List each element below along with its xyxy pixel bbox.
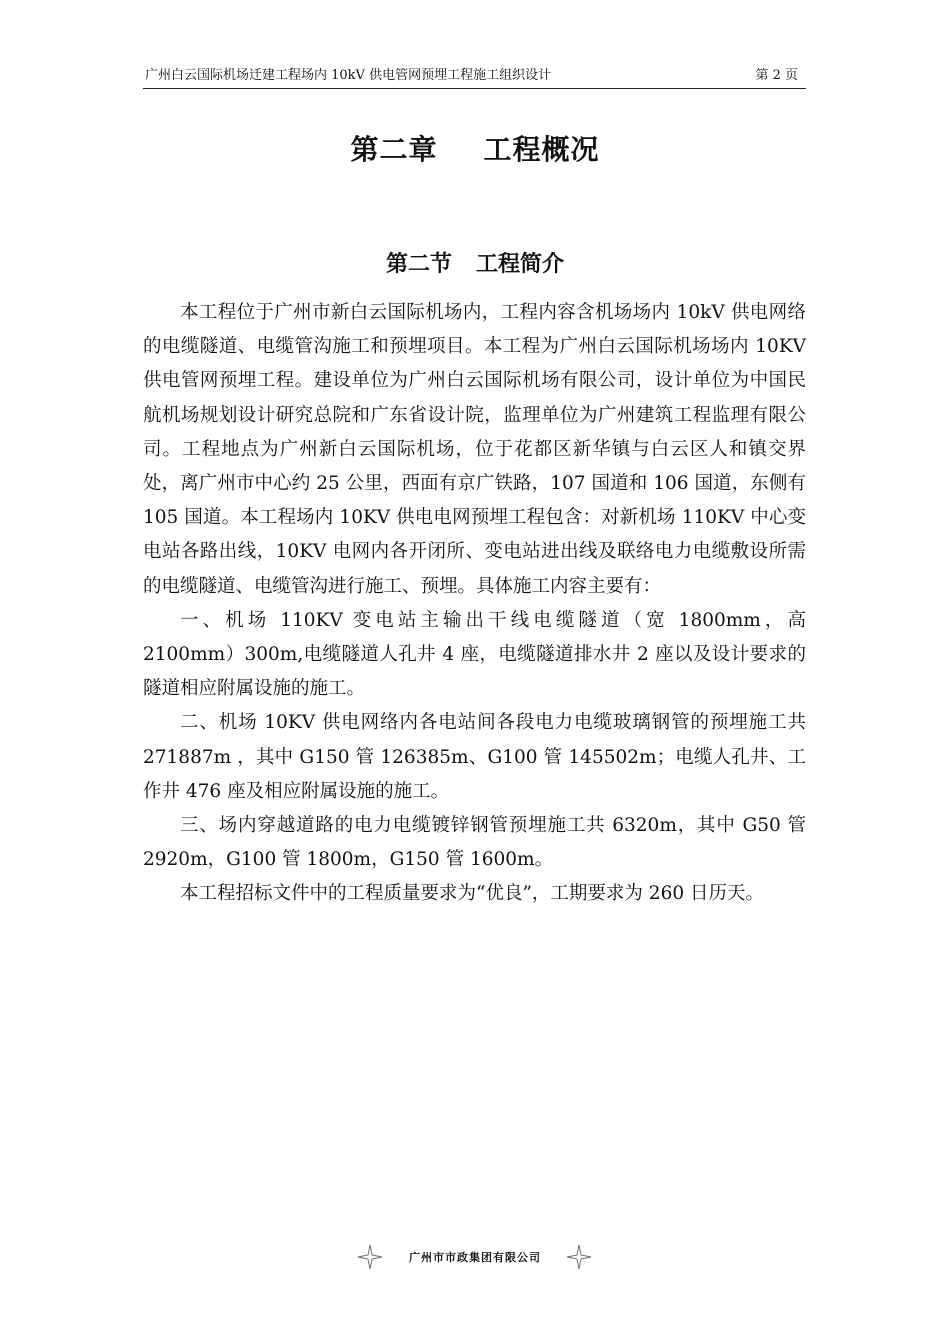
paragraph-item-2: 二、机场 10KV 供电网络内各电站间各段电力电缆玻璃钢管的预埋施工共 271887m ，其中 G150 管 126385m、G100 管 145502m；电缆人孔井、工作井 476 座及相应附属设施的施工。 bbox=[143, 712, 806, 802]
page-header bbox=[143, 66, 806, 89]
paragraph-intro: 本工程位于广州市新白云国际机场内，工程内容含机场场内 10kV 供电网络的电缆隧道、电缆管沟施工和预埋项目。本工程为广州白云国际机场场内 10KV 供电管网预埋工程。建设单位为广州白云国际机场有限公司，设计单位为中国民航机场规划设计研究总院和广东省设计院，监理单位为广州建筑工程监理有限公司。工程地点为广州新白云国际机场，位于花都区新华镇与白云区人和镇交界处，离广州市中心约 25 公里，西面有京广铁路，107 国道和 106 国道，东侧有 105 国道。本工程场内 10KV 供电电网预埋工程包含：对新机场 110KV 中心变电站各路出线，10KV 电网内各开闭所、变电站进出线及联络电力电缆敷设所需的电缆隧道、电缆管沟进行施工、预埋。具体施工内容主要有： bbox=[143, 302, 806, 597]
body-text bbox=[143, 296, 806, 912]
footer-company-name: 广州市市政集团有限公司 bbox=[409, 1251, 541, 1264]
paragraph-requirements: 本工程招标文件中的工程质量要求为“优良”，工期要求为 260 日历天。 bbox=[180, 883, 764, 905]
paragraph-item-3: 三、场内穿越道路的电力电缆镀锌钢管预埋施工共 6320m，其中 G50 管 2920m，G100 管 1800m，G150 管 1600m。 bbox=[143, 815, 806, 871]
four-point-star-icon bbox=[566, 1244, 592, 1270]
paragraph-item-1: 一、机场 110KV 变电站主输出干线电缆隧道（宽 1800mm，高 2100mm）300m,电缆隧道人孔井 4 座，电缆隧道排水井 2 座以及设计要求的隧道相应附属设施的施工。 bbox=[143, 609, 806, 700]
header-page-number: 第 2 页 bbox=[755, 68, 798, 83]
section-heading bbox=[0, 248, 950, 282]
section-name: 工程简介 bbox=[476, 252, 565, 277]
section-number: 第二节 bbox=[385, 252, 452, 277]
page-footer bbox=[0, 1244, 950, 1274]
header-document-title: 广州白云国际机场迁建工程场内 10kV 供电管网预埋工程施工组织设计 bbox=[145, 68, 552, 83]
chapter-heading bbox=[0, 130, 950, 170]
chapter-name: 工程概况 bbox=[483, 133, 600, 166]
chapter-number: 第二章 bbox=[350, 133, 438, 166]
